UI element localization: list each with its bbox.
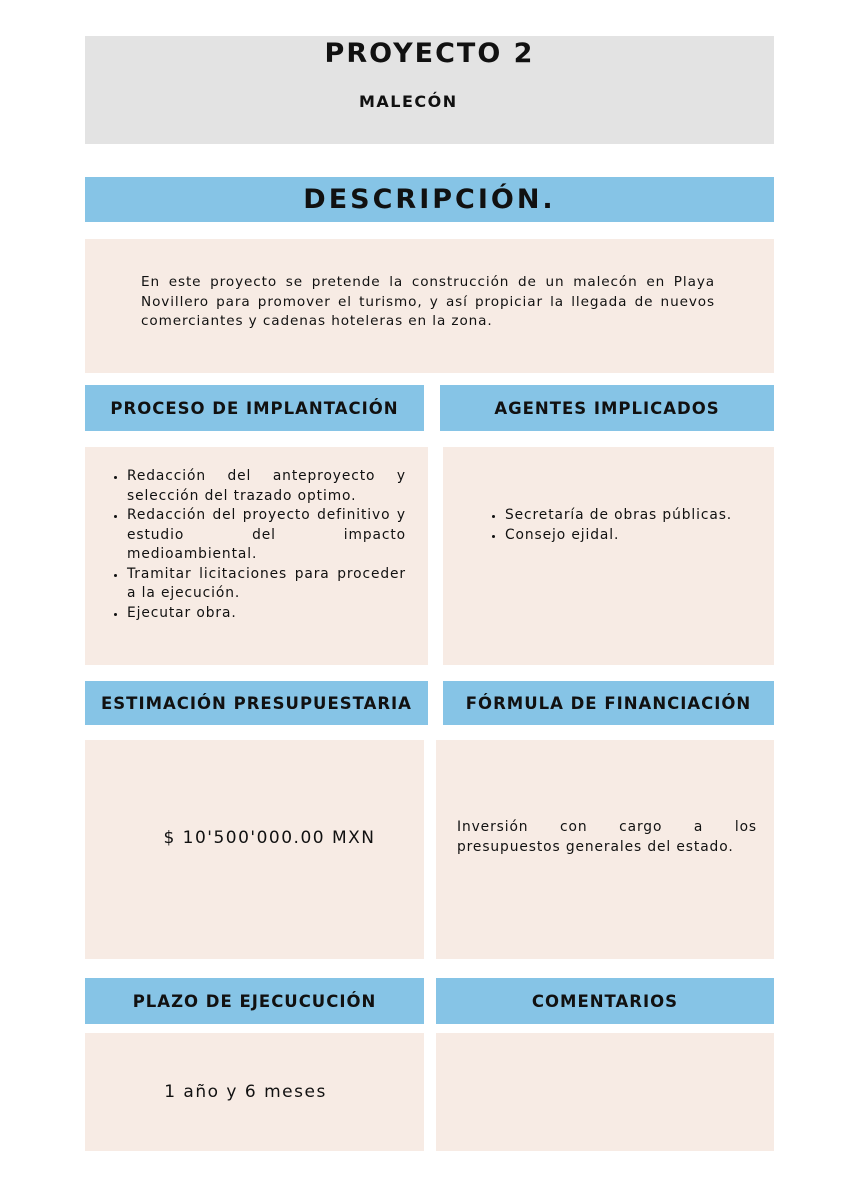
process-heading: PROCESO DE IMPLANTACIÓN — [85, 385, 424, 431]
process-panel — [85, 447, 428, 665]
timeline-panel — [85, 1033, 424, 1151]
timeline-heading: PLAZO DE EJECUCUCIÓN — [85, 978, 424, 1024]
budget-panel — [85, 740, 424, 959]
list-item: • Redacción del proyecto definitivo y estudio del impacto medioambiental. — [127, 506, 406, 565]
agents-list — [485, 506, 736, 545]
agents-heading: AGENTES IMPLICADOS — [440, 385, 774, 431]
list-item: • Consejo ejidal. — [505, 526, 736, 546]
agents-panel — [443, 447, 774, 665]
project-subtitle: MALECÓN — [359, 92, 458, 111]
description-panel — [85, 239, 774, 373]
comments-heading: COMENTARIOS — [436, 978, 774, 1024]
budget-value: $ 10'500'000.00 MXN — [163, 827, 376, 848]
description-heading: DESCRIPCIÓN. — [85, 177, 774, 222]
timeline-value: 1 año y 6 meses — [164, 1082, 327, 1102]
budget-heading: ESTIMACIÓN PRESUPUESTARIA — [85, 681, 428, 725]
project-title: PROYECTO 2 — [324, 38, 535, 69]
description-text: En este proyecto se pretende la construcción de un malecón en Playa Novillero para promover el turismo, y así propiciar la llegada de nuevos comerciantes y cadenas hoteleras en la zona. — [141, 274, 715, 329]
list-item: • Ejecutar obra. — [127, 604, 406, 624]
process-list — [107, 467, 406, 623]
financing-text: Inversión con cargo a los presupuestos generales del estado. — [457, 819, 757, 855]
list-item: • Tramitar licitaciones para proceder a la ejecución. — [127, 565, 406, 604]
list-item: • Secretaría de obras públicas. — [505, 506, 736, 526]
project-header — [85, 36, 774, 144]
financing-panel — [436, 740, 774, 959]
financing-heading: FÓRMULA DE FINANCIACIÓN — [443, 681, 774, 725]
comments-panel — [436, 1033, 774, 1151]
list-item: • Redacción del anteproyecto y selección del trazado optimo. — [127, 467, 406, 506]
